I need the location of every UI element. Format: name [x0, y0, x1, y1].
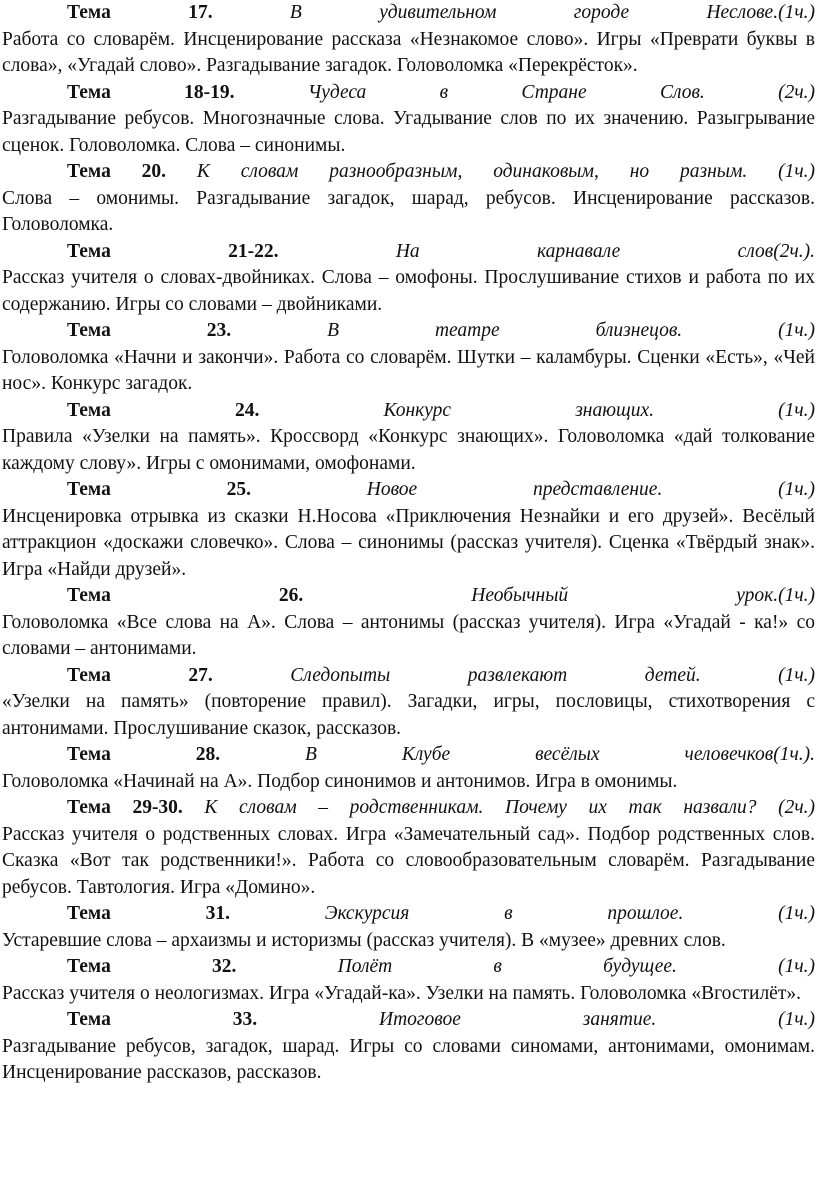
topic-title-word: Конкурс	[383, 399, 452, 421]
topic-heading	[2, 742, 815, 769]
topic-title-word: (1ч.)	[778, 161, 816, 182]
topic-25	[2, 477, 815, 583]
topic-heading	[2, 583, 815, 610]
topic-heading	[2, 1007, 815, 1034]
topic-title-word: В	[327, 320, 339, 341]
topic-title-word: детей.	[644, 664, 701, 686]
topic-title-word: Чудеса	[307, 81, 367, 103]
topic-heading	[2, 398, 815, 425]
topic-title-word: близнецов.	[595, 320, 683, 341]
topic-title-word: Слов.	[659, 81, 705, 103]
topic-number: 17.	[188, 2, 213, 23]
topic-description: Рассказ учителя о неологизмах. Игра «Угадай-ка». Узелки на память. Головоломка «Вгостилёт».	[2, 982, 801, 1004]
topic-description: Головоломка «Начинай на А». Подбор синонимов и антонимов. Игра в омонимы.	[2, 770, 678, 792]
topic-number: 25.	[226, 479, 251, 500]
topic-heading	[2, 0, 815, 27]
document-page	[2, 0, 815, 1087]
topic-number: 20.	[141, 161, 167, 182]
topic-label: Тема	[67, 161, 111, 182]
topic-title-word: представление.	[533, 479, 663, 500]
topic-27	[2, 663, 815, 743]
topic-title-word: удивительном	[379, 2, 497, 23]
topic-title-word: весёлых	[535, 744, 600, 765]
topic-title-word: К	[196, 161, 210, 182]
topic-title-word: одинаковым,	[493, 161, 599, 182]
topic-20	[2, 159, 815, 239]
topic-title-word: Необычный	[471, 585, 569, 606]
topic-label: Тема	[67, 797, 111, 818]
topic-description: Головоломка «Начни и закончи». Работа со словарём. Шутки – каламбуры. Сценки «Есть», «Чей нос». Конкурс загадок.	[2, 346, 815, 394]
topic-title-word: Полёт	[337, 956, 393, 977]
topic-title-word: в	[504, 903, 513, 924]
topic-description: Головоломка «Все слова на А». Слова – антонимы (рассказ учителя). Игра «Угадай - ка!» со словами – антонимами.	[2, 611, 815, 659]
topic-number: 23.	[206, 320, 232, 341]
topic-title-word: К	[204, 797, 218, 818]
topic-number: 31.	[205, 903, 230, 924]
topic-title-word: разнообразным,	[329, 161, 463, 182]
topic-32	[2, 954, 815, 1007]
topic-title	[305, 744, 815, 765]
topic-label: Тема	[67, 81, 111, 103]
topic-title-word: Итоговое	[378, 1009, 461, 1030]
topic-title-word: Новое	[366, 479, 418, 500]
topic-title-word: Следопыты	[290, 664, 391, 686]
topic-title	[471, 585, 815, 606]
topic-23	[2, 318, 815, 398]
topic-24	[2, 398, 815, 478]
topic-17	[2, 0, 815, 80]
topic-number: 33.	[232, 1009, 258, 1030]
topic-21-22	[2, 239, 815, 319]
topic-title-word: (2ч.)	[778, 797, 816, 818]
topic-label: Тема	[67, 956, 111, 977]
topic-title-word: (1ч.)	[778, 320, 816, 341]
topic-list	[2, 0, 815, 1087]
topic-description: Правила «Узелки на память». Кроссворд «Конкурс знающих». Головоломка «дай толкование каждому слову». Игры с омонимами, омофонами.	[2, 426, 815, 474]
topic-title-word: (1ч.)	[778, 1009, 816, 1030]
topic-number: 18-19.	[184, 81, 235, 103]
topic-title-word: Клубе	[401, 744, 451, 765]
topic-26	[2, 583, 815, 663]
topic-heading	[2, 663, 815, 690]
topic-title-word: прошлое.	[607, 903, 684, 924]
topic-title-word: Неслове.(1ч.)	[706, 2, 816, 23]
topic-title-word: родственникам.	[349, 797, 484, 818]
topic-label: Тема	[67, 903, 111, 924]
topic-31	[2, 901, 815, 954]
topic-title-word: (2ч.)	[778, 81, 816, 103]
topic-title-word: (1ч.)	[778, 399, 816, 421]
topic-heading	[2, 477, 815, 504]
topic-title-word: Стране	[521, 81, 587, 103]
topic-label: Тема	[67, 744, 111, 765]
topic-description: Устаревшие слова – архаизмы и историзмы (рассказ учителя). В «музее» древних слов.	[2, 929, 726, 951]
topic-title-word: карнавале	[536, 240, 621, 262]
topic-title	[383, 400, 815, 421]
topic-title-word: (1ч.)	[778, 956, 816, 977]
topic-heading	[2, 239, 815, 266]
topic-title-word: разным.	[679, 161, 748, 182]
topic-title-word: В	[289, 2, 302, 23]
topic-title-word: в	[439, 81, 449, 103]
topic-heading	[2, 80, 815, 107]
topic-label: Тема	[67, 585, 111, 606]
topic-number: 32.	[212, 956, 237, 977]
topic-title-word: театре	[434, 320, 500, 341]
topic-number: 26.	[278, 585, 304, 606]
topic-title-word: –	[318, 797, 329, 818]
topic-description: «Узелки на память» (повторение правил). Загадки, игры, пословицы, стихотворения с антонимами. Прослушивание сказок, рассказов.	[2, 691, 815, 739]
topic-title	[367, 479, 815, 500]
topic-title	[197, 161, 815, 182]
topic-title	[308, 82, 815, 103]
topic-title-word: будущее.	[603, 956, 677, 977]
topic-title-word: их	[588, 797, 607, 818]
topic-title-word: урок.(1ч.)	[736, 585, 816, 606]
topic-label: Тема	[67, 2, 111, 23]
topic-title-word: в	[493, 956, 502, 977]
topic-18-19	[2, 80, 815, 160]
topic-heading	[2, 954, 815, 981]
topic-title	[327, 320, 815, 341]
topic-title	[338, 956, 815, 977]
topic-title-word: человечков(1ч.).	[684, 744, 816, 765]
topic-title-word: словам	[238, 797, 297, 818]
topic-title-word: назвали?	[683, 797, 757, 818]
topic-title-word: Почему	[505, 797, 567, 818]
topic-description: Работа со словарём. Инсценирование рассказа «Незнакомое слово». Игры «Преврати буквы в слова», «Угадай слово». Разгадывание загадок. Головоломка «Перекрёсток».	[2, 28, 815, 76]
topic-title-word: занятие.	[582, 1009, 657, 1030]
topic-title-word: В	[305, 744, 317, 765]
topic-29-30	[2, 795, 815, 901]
topic-description: Рассказ учителя о родственных словах. Игра «Замечательный сад». Подбор родственных слов. Сказка «Вот так родственники!». Работа со словообразовательным словарём. Разгадывание ребусов. Тавтология. Игра «Домино».	[2, 823, 815, 898]
topic-description: Инсценировка отрывка из сказки Н.Носова «Приключения Незнайки и его друзей». Весёлый аттракцион «доскажи словечко». Слова – синонимы (рассказ учителя). Сценка «Твёрдый знак». Игра «Найди друзей».	[2, 505, 815, 580]
topic-title	[325, 903, 815, 924]
topic-description: Разгадывание ребусов. Многозначные слова. Угадывание слов по их значению. Разыгрывание сценок. Головоломка. Слова – синонимы.	[2, 108, 815, 156]
topic-title-word: слов(2ч.).	[737, 240, 815, 262]
topic-label: Тема	[67, 240, 111, 262]
topic-title-word: словам	[240, 161, 299, 182]
topic-title-word: так	[628, 797, 662, 818]
topic-number: 29-30.	[132, 797, 183, 818]
topic-label: Тема	[67, 399, 111, 421]
topic-title	[379, 1009, 815, 1030]
topic-label: Тема	[67, 320, 111, 341]
topic-title	[290, 665, 815, 686]
topic-number: 28.	[195, 744, 221, 765]
topic-title-word: (1ч.)	[778, 479, 816, 500]
topic-label: Тема	[67, 1009, 111, 1030]
topic-33	[2, 1007, 815, 1087]
topic-title-word: Экскурсия	[324, 903, 410, 924]
topic-description: Слова – омонимы. Разгадывание загадок, шарад, ребусов. Инсценирование рассказов. Головоломка.	[2, 187, 815, 235]
topic-title-word: На	[395, 240, 420, 262]
topic-title	[204, 797, 815, 818]
topic-title-word: (1ч.)	[778, 664, 816, 686]
topic-title-word: городе	[573, 2, 630, 23]
topic-heading	[2, 901, 815, 928]
topic-number: 27.	[188, 664, 213, 686]
topic-number: 21-22.	[228, 240, 279, 262]
topic-description: Разгадывание ребусов, загадок, шарад. Игры со словами синомами, антонимами, омонимам. Инсценирование рассказов, рассказов.	[2, 1035, 815, 1083]
topic-title-word: развлекают	[467, 664, 568, 686]
topic-label: Тема	[67, 479, 111, 500]
topic-heading	[2, 795, 815, 822]
topic-number: 24.	[234, 399, 260, 421]
topic-label: Тема	[67, 664, 111, 686]
topic-title	[396, 241, 815, 262]
topic-heading	[2, 318, 815, 345]
topic-title-word: (1ч.)	[778, 903, 816, 924]
topic-heading	[2, 159, 815, 186]
topic-title-word: но	[629, 161, 650, 182]
topic-title-word: знающих.	[575, 399, 654, 421]
topic-description: Рассказ учителя о словах-двойниках. Слова – омофоны. Прослушивание стихов и работа по их содержанию. Игры со словами – двойниками.	[2, 267, 815, 315]
topic-28	[2, 742, 815, 795]
topic-title	[290, 2, 815, 23]
